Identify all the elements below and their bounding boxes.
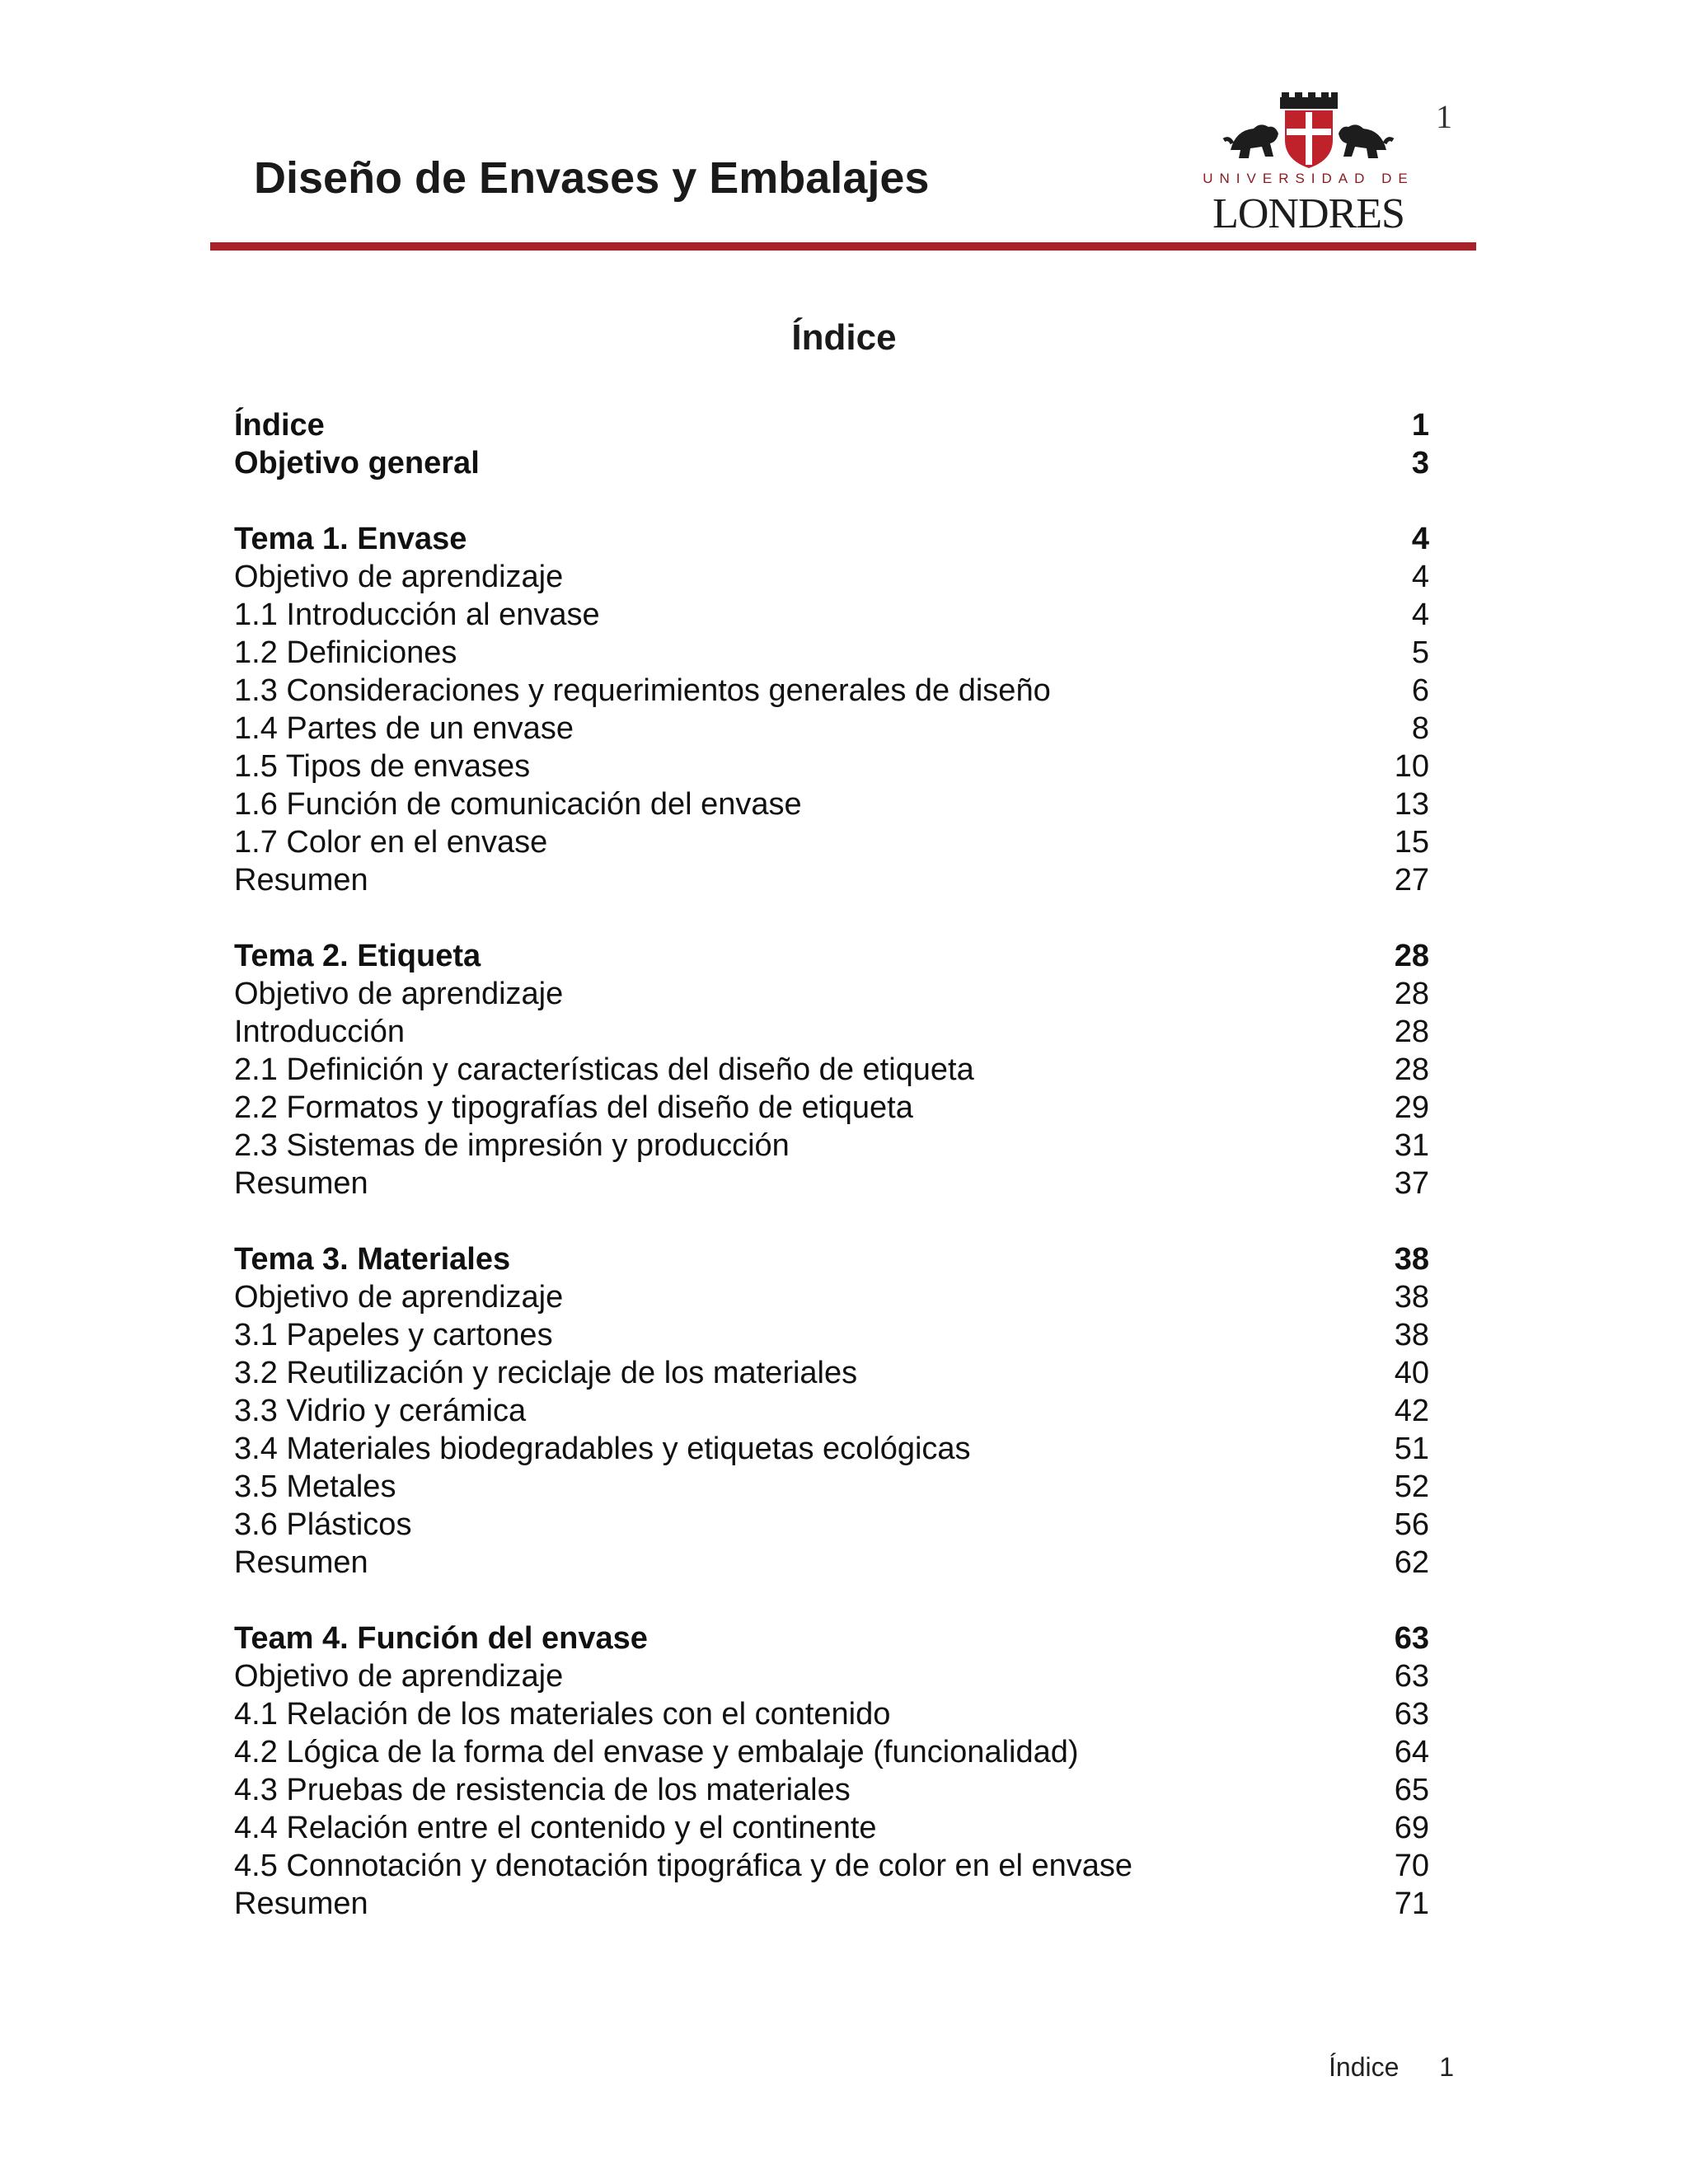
logo-university-text: UNIVERSIDAD DE — [1203, 171, 1414, 186]
toc-entry-page: 56 — [1394, 1507, 1429, 1542]
logo-londres-text: LONDRES — [1212, 190, 1404, 237]
footer-section-label: Índice — [1329, 2052, 1400, 2082]
toc-entry-label: 4.2 Lógica de la forma del envase y embalaje (funcionalidad) — [234, 1735, 1079, 1769]
toc-entry[interactable] — [234, 596, 1429, 634]
toc-entry[interactable] — [234, 1544, 1429, 1582]
toc-entry-page: 28 — [1394, 977, 1429, 1011]
toc-entry-page: 71 — [1394, 1886, 1429, 1921]
toc-entry-label: Objetivo de aprendizaje — [234, 1659, 564, 1694]
document-title: Diseño de Envases y Embalajes — [254, 153, 930, 203]
toc-entry-page: 42 — [1394, 1394, 1429, 1428]
toc-group-spacer — [234, 899, 1429, 937]
toc-entry-page: 4 — [1411, 598, 1429, 632]
toc-entry[interactable] — [234, 1468, 1429, 1506]
toc-entry[interactable] — [234, 1657, 1429, 1695]
toc-entry[interactable] — [234, 1506, 1429, 1544]
toc-entry[interactable] — [234, 748, 1429, 785]
toc-entry-page: 40 — [1394, 1356, 1429, 1390]
toc-entry[interactable] — [234, 1127, 1429, 1165]
toc-entry-label: Índice — [234, 408, 325, 443]
toc-entry[interactable] — [234, 1695, 1429, 1733]
toc-entry-label: 3.4 Materiales biodegradables y etiquetas ecológicas — [234, 1432, 971, 1466]
toc-entry[interactable] — [234, 1316, 1429, 1354]
toc-entry[interactable] — [234, 1430, 1429, 1468]
toc-entry-page: 3 — [1411, 446, 1429, 480]
toc-entry[interactable] — [234, 1392, 1429, 1430]
toc-entry-label: Introducción — [234, 1015, 406, 1049]
toc-entry[interactable] — [234, 1165, 1429, 1202]
toc-entry-label: 1.6 Función de comunicación del envase — [234, 787, 802, 822]
toc-entry-label: 4.1 Relación de los materiales con el contenido — [234, 1697, 891, 1732]
toc-entry-page: 5 — [1411, 635, 1429, 670]
toc-section-entry[interactable] — [234, 406, 1429, 444]
toc-entry-label: 4.4 Relación entre el contenido y el continente — [234, 1811, 877, 1845]
toc-entry-page: 4 — [1411, 522, 1429, 556]
toc-entry-page: 15 — [1394, 825, 1429, 860]
toc-entry-label: Resumen — [234, 1886, 368, 1921]
toc-entry-page: 64 — [1394, 1735, 1429, 1769]
toc-entry[interactable] — [234, 710, 1429, 748]
toc-entry[interactable] — [234, 558, 1429, 596]
toc-entry[interactable] — [234, 1733, 1429, 1771]
toc-entry-label: Resumen — [234, 1166, 368, 1201]
toc-entry-page: 28 — [1394, 1052, 1429, 1087]
toc-group-spacer — [234, 1202, 1429, 1240]
toc-entry-label: Objetivo de aprendizaje — [234, 560, 564, 594]
toc-entry-page: 38 — [1394, 1242, 1429, 1277]
toc-section-entry[interactable] — [234, 937, 1429, 975]
toc-entry[interactable] — [234, 785, 1429, 823]
toc-entry-page: 6 — [1411, 673, 1429, 708]
toc-entry-page: 31 — [1394, 1128, 1429, 1163]
toc-entry-label: Resumen — [234, 1545, 368, 1580]
toc-entry-label: Tema 1. Envase — [234, 522, 467, 556]
toc-entry-page: 27 — [1394, 863, 1429, 898]
toc-entry-label: Objetivo de aprendizaje — [234, 1280, 564, 1315]
toc-section-entry[interactable] — [234, 1619, 1429, 1657]
toc-entry-label: 3.5 Metales — [234, 1469, 396, 1504]
toc-entry-page: 37 — [1394, 1166, 1429, 1201]
toc-entry-page: 63 — [1394, 1621, 1429, 1656]
toc-entry-label: 3.1 Papeles y cartones — [234, 1318, 553, 1352]
toc-entry-page: 13 — [1394, 787, 1429, 822]
toc-section-entry[interactable] — [234, 444, 1429, 482]
toc-entry-page: 63 — [1394, 1697, 1429, 1732]
toc-entry-page: 69 — [1394, 1811, 1429, 1845]
header-divider — [210, 242, 1476, 251]
toc-entry[interactable] — [234, 1847, 1429, 1885]
toc-entry-label: Resumen — [234, 863, 368, 898]
toc-group-spacer — [234, 1582, 1429, 1619]
toc-entry[interactable] — [234, 1089, 1429, 1127]
toc-entry[interactable] — [234, 1051, 1429, 1089]
toc-section-entry[interactable] — [234, 520, 1429, 558]
toc-entry-label: 1.5 Tipos de envases — [234, 749, 531, 784]
toc-entry-label: Objetivo de aprendizaje — [234, 977, 564, 1011]
toc-entry-label: 1.3 Consideraciones y requerimientos generales de diseño — [234, 673, 1051, 708]
toc-entry-page: 65 — [1394, 1773, 1429, 1807]
toc-entry-label: Team 4. Función del envase — [234, 1621, 648, 1656]
toc-entry-page: 70 — [1394, 1849, 1429, 1883]
toc-entry-page: 38 — [1394, 1318, 1429, 1352]
toc-entry[interactable] — [234, 1809, 1429, 1847]
toc-entry-page: 28 — [1394, 939, 1429, 973]
toc-entry-label: 1.1 Introducción al envase — [234, 598, 600, 632]
toc-entry[interactable] — [234, 1885, 1429, 1923]
footer-page-number: 1 — [1439, 2052, 1455, 2082]
toc-entry[interactable] — [234, 1278, 1429, 1316]
toc-entry-label: Tema 2. Etiqueta — [234, 939, 481, 973]
toc-entry-page: 63 — [1394, 1659, 1429, 1694]
toc-entry-label: 3.6 Plásticos — [234, 1507, 412, 1542]
toc-entry[interactable] — [234, 823, 1429, 861]
toc-section-entry[interactable] — [234, 1240, 1429, 1278]
toc-entry[interactable] — [234, 1354, 1429, 1392]
toc-entry-page: 10 — [1394, 749, 1429, 784]
toc-heading: Índice — [791, 317, 897, 358]
toc-entry-label: 1.2 Definiciones — [234, 635, 457, 670]
toc-entry[interactable] — [234, 861, 1429, 899]
toc-entry-page: 29 — [1394, 1090, 1429, 1125]
table-of-contents — [234, 406, 1429, 1923]
toc-entry-page: 51 — [1394, 1432, 1429, 1466]
university-logo — [1199, 92, 1418, 241]
toc-entry-label: Objetivo general — [234, 446, 480, 480]
header-page-number: 1 — [1436, 98, 1452, 135]
toc-entry-label: 4.3 Pruebas de resistencia de los materiales — [234, 1773, 851, 1807]
toc-entry-label: 2.3 Sistemas de impresión y producción — [234, 1128, 790, 1163]
toc-entry-page: 8 — [1411, 711, 1429, 746]
toc-entry-label: 3.3 Vidrio y cerámica — [234, 1394, 527, 1428]
toc-entry[interactable] — [234, 975, 1429, 1013]
toc-entry-page: 4 — [1411, 560, 1429, 594]
toc-entry[interactable] — [234, 1771, 1429, 1809]
toc-entry-label: 2.1 Definición y características del diseño de etiqueta — [234, 1052, 974, 1087]
toc-entry[interactable] — [234, 634, 1429, 672]
toc-entry[interactable] — [234, 1013, 1429, 1051]
toc-entry-label: 4.5 Connotación y denotación tipográfica y de color en el envase — [234, 1849, 1133, 1883]
toc-entry-page: 38 — [1394, 1280, 1429, 1315]
toc-entry-page: 52 — [1394, 1469, 1429, 1504]
toc-group-spacer — [234, 482, 1429, 520]
page-footer — [1329, 2052, 1454, 2083]
toc-entry-label: Tema 3. Materiales — [234, 1242, 511, 1277]
toc-entry-page: 1 — [1411, 408, 1429, 443]
toc-entry-page: 28 — [1394, 1015, 1429, 1049]
toc-entry-label: 3.2 Reutilización y reciclaje de los materiales — [234, 1356, 858, 1390]
crest-icon — [1199, 92, 1418, 171]
toc-entry-label: 1.4 Partes de un envase — [234, 711, 574, 746]
toc-entry-page: 62 — [1394, 1545, 1429, 1580]
toc-entry[interactable] — [234, 672, 1429, 710]
toc-entry-label: 2.2 Formatos y tipografías del diseño de etiqueta — [234, 1090, 913, 1125]
toc-entry-label: 1.7 Color en el envase — [234, 825, 548, 860]
